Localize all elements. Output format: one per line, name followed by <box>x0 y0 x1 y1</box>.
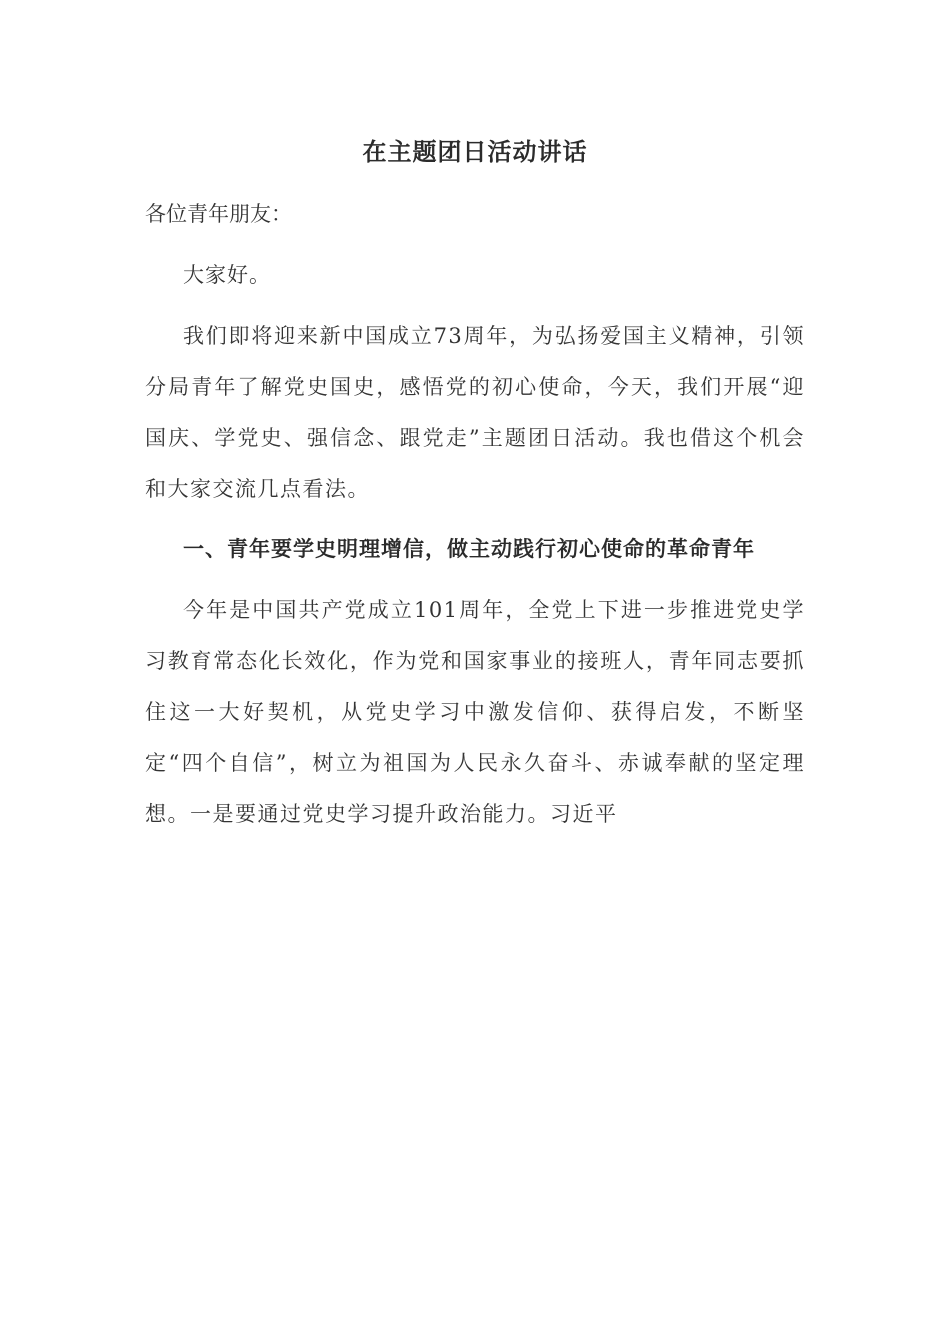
section-1-paragraph: 今年是中国共产党成立101周年，全党上下进一步推进党史学习教育常态化长效化，作为党和国家事业的接班人，青年同志要抓住这一大好契机，从党史学习中激发信仰、获得启发，不断坚定“四个自信”，树立为祖国为人民永久奋斗、赤诚奉献的坚定理想。一是要通过党史学习提升政治能力。习近平 <box>145 598 805 826</box>
intro-paragraph: 我们即将迎来新中国成立73周年，为弘扬爱国主义精神，引领分局青年了解党史国史，感悟党的初心使命，今天，我们开展“迎国庆、学党史、强信念、跟党走”主题团日活动。我也借这个机会和大家交流几点看法。 <box>145 324 805 501</box>
document-body <box>145 128 805 840</box>
section-heading-1: 一、青年要学史明理增信，做主动践行初心使命的革命青年 <box>183 536 755 561</box>
greeting-paragraph: 大家好。 <box>183 263 271 287</box>
document-title: 在主题团日活动讲话 <box>362 137 588 166</box>
salutation: 各位青年朋友： <box>145 202 292 226</box>
